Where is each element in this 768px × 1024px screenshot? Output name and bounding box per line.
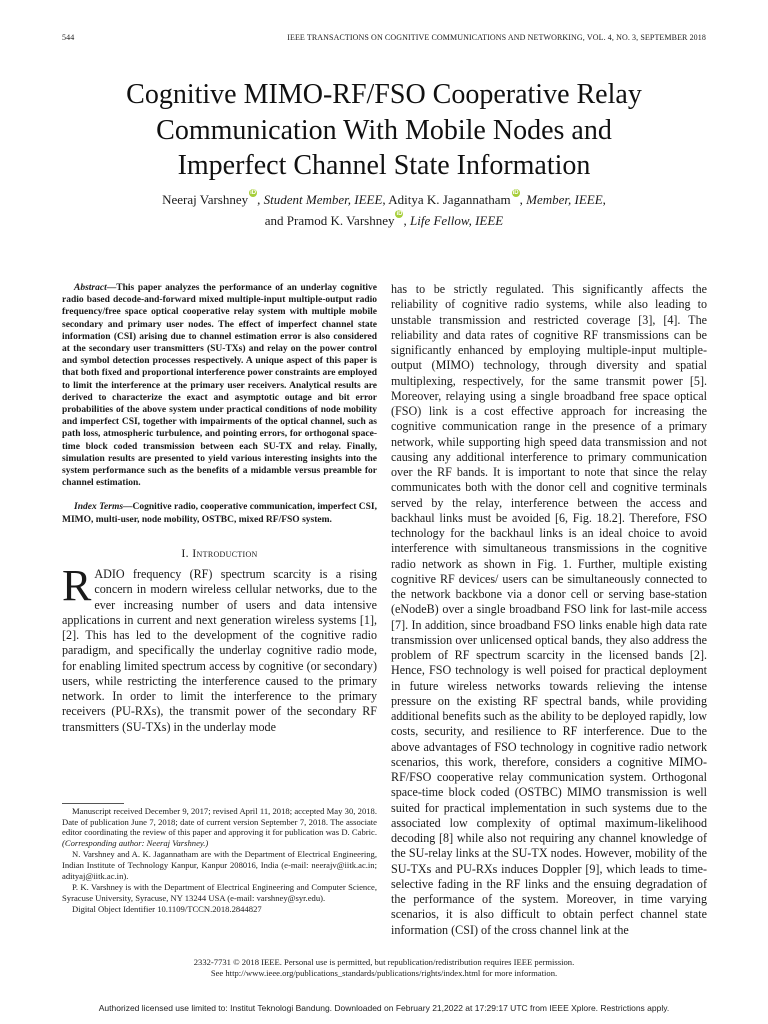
section-title: Introduction	[192, 545, 258, 560]
index-terms-label: Index Terms	[74, 502, 124, 513]
page-number: 544	[62, 33, 75, 42]
footnote-doi: Digital Object Identifier 10.1109/TCCN.2018.2844827	[72, 904, 262, 915]
copyright-line-1: 2332-7731 © 2018 IEEE. Personal use is permitted, but republication/redistribution requires IEEE permission.	[193, 957, 575, 967]
paper-title	[40, 77, 728, 184]
author-role: Student Member, IEEE	[263, 192, 383, 207]
copyright-notice	[62, 957, 706, 978]
section-numeral: I.	[181, 545, 189, 560]
footnote-affiliation-1: N. Varshney and A. K. Jagannatham are with the Department of Electrical Engineering, Indian Institute of Technology Kanpur, Kanpur 208016, India (e-mail: neerajv@iitk.ac.in; adityaj@iitk.ac.in).	[62, 849, 377, 881]
drop-cap: R	[62, 561, 92, 611]
left-column	[62, 282, 377, 735]
footnote-affiliation-2: P. K. Varshney is with the Department of Electrical Engineering and Computer Science, Syracuse University, Syracuse, NY 13244 USA (e-mail: varshney@syr.edu).	[62, 882, 377, 903]
footnote-received: Manuscript received December 9, 2017; revised April 11, 2018; accepted May 30, 2018. Date of publication June 7, 2018; date of current version September 7, 2018. The associate editor coordinating the review of this paper and approving it for publication was D. Cabric. (Corresponding author: Neeraj Varshney.)	[62, 806, 377, 848]
title-line-1: Cognitive MIMO-RF/FSO Cooperative Relay	[126, 79, 642, 110]
author-role: Member, IEEE	[526, 192, 603, 207]
corresponding-author: (Corresponding author: Neeraj Varshney.)	[62, 837, 209, 848]
orcid-icon[interactable]: iD	[512, 190, 519, 196]
intro-paragraph	[62, 561, 377, 735]
section-heading	[62, 546, 377, 561]
author-list	[60, 189, 708, 231]
title-line-3: Imperfect Channel State Information	[177, 150, 591, 181]
footnote-rule	[62, 803, 124, 804]
author-line-2: and Pramod K. Varshney iD, Life Fellow, IEEE	[264, 211, 504, 228]
abstract	[62, 282, 377, 489]
index-terms-text: —Cognitive radio, cooperative communication, imperfect CSI, MIMO, multi-user, node mobility, OSTBC, mixed RF/FSO system.	[62, 502, 377, 525]
right-column-text: has to be strictly regulated. This significantly affects the reliability of cognitive radio systems, while also leading to unstable transmission and restricted coverage [3], [4]. The reliability and data rates of cognitive RF transmissions can be significantly enhanced by employing multiple-input multiple-output (MIMO) technology, through diversity and spatial multiplexing, respectively, for the same transmit power [5]. Moreover, relaying using a single broadband free space optical (FSO) link is a cost effective approach for increasing the cognitive communication range in the presence of a primary network, while supporting high speed data transmission and not causing any additional interference to primary communication over the RF bands. It is important to note that since the relay communicates both with the donor cell and cognitive terminals served by the relay, interference between the access and backhaul links must be avoided [6, Fig. 18.2]. Therefore, FSO technology for the backhaul links is an ideal choice to avoid interference with simultaneous transmissions in the cognitive radio network as shown in Fig. 1. Further, multiple existing cognitive RF devices/ users can be simultaneously connected to the network backbone via a donor cell or serving base-station (eNodeB) over a single broadband FSO link for last-mile access [7]. In addition, since broadband FSO links enable high data rate transmission over unlicensed optical bands, they also address the problem of RF spectrum scarcity in the licensed bands [2]. Hence, FSO technology is well poised for practical deployment in future wireless networks towards relieving the intense pressure on the existing RF spectral bands, while providing additional benefits such as the ability to be deployed rapidly, low costs, security, and resilience to RF interference. Due to the above advantages of FSO technology in cognitive radio network scenarios, this work, therefore, considers a cognitive MIMO-RF/FSO cooperative relay communication system. Orthogonal space-time block coded (OSTBC) MIMO transmission is well suited for practical implementation in such systems due to the associated low complexity of optimal maximum-likelihood decoding [8] while also not requiring any channel knowledge of the SU-relay links at the SU-TX nodes. However, mobility of the SU-TXs and PU-RXs induces Doppler [9], which leads to time-selective fading in the RF links and the ensuing degradation of the performance of the system. Moreover, in time varying scenarios, it is also difficult to obtain perfect channel state information (CSI) of the cross channel link at the	[391, 282, 707, 937]
author-role: Life Fellow, IEEE	[409, 213, 504, 228]
journal-header: IEEE TRANSACTIONS ON COGNITIVE COMMUNICATIONS AND NETWORKING, VOL. 4, NO. 3, SEPTEMBER 2018	[287, 33, 706, 42]
author-name: Neeraj Varshney	[162, 192, 249, 207]
orcid-icon[interactable]: iD	[250, 190, 257, 196]
index-terms	[62, 501, 377, 525]
right-column	[391, 282, 707, 938]
author-line-1: Neeraj Varshney iD, Student Member, IEEE, Aditya K. Jagannatham iD, Member, IEEE,	[162, 190, 606, 207]
footnotes	[62, 806, 377, 916]
abstract-label: Abstract	[74, 283, 107, 293]
author-name: and Pramod K. Varshney	[264, 213, 395, 228]
copyright-line-2: See http://www.ieee.org/publications_standards/publications/rights/index.html for more information.	[210, 967, 558, 978]
title-line-2: Communication With Mobile Nodes and	[156, 114, 612, 146]
abstract-text: —This paper analyzes the performance of an underlay cognitive radio based decode-and-forward mixed multiple-input multiple-output radio frequency/free space optical cooperative relay system with multiple mobile secondary and primary user nodes. The effect of imperfect channel state information (CSI) arising due to channel estimation error is also considered at the secondary user transmitters (SU-TXs) and relay on the power control and symbol detection processes respectively. A unique aspect of this paper is that both fixed and proportional interference power constraints are employed to limit the interference at the primary user receivers. Analytical results are derived to characterize the exact and asymptotic outage and bit error probabilities of the above system under practical conditions of node mobility and imperfect CSI, together with impairments of the optical channel, such as path loss, atmospheric turbulence, and pointing errors, for orthogonal space-time block coded transmission between each SU-TX and relay. Finally, simulation results are presented to yield various interesting insights into the system performance such as the benefits of a midamble versus preamble for channel estimation.	[62, 283, 377, 489]
author-name: Aditya K. Jagannatham	[388, 192, 511, 207]
license-footer: Authorized licensed use limited to: Institut Teknologi Bandung. Downloaded on February 21,2022 at 17:29:17 UTC from IEEE Xplore. Restrictions apply.	[98, 1003, 670, 1013]
intro-text: ADIO frequency (RF) spectrum scarcity is a rising concern in modern wireless cellular networks, due to the ever increasing number of users and data intensive applications in current and next generation wireless systems [1], [2]. This has led to the development of the cognitive radio paradigm, and specifically the underlay cognitive radio mode, for enabling limited spectrum access by cognitive (or secondary) users, while restricting the interference caused to the primary network. In order to limit the interference to the primary receivers (PU-RXs), the transmit power of the secondary RF transmitters (SU-TXs) in the underlay mode	[62, 567, 377, 734]
orcid-icon[interactable]: iD	[396, 211, 403, 217]
